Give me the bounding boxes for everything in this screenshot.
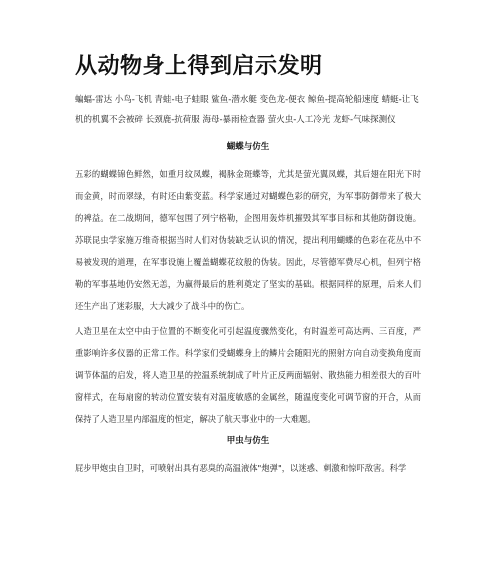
paragraph: 屁步甲炮虫自卫时，可喷射出具有恶臭的高温液体"炮弹"，以迷惑、刺激和惊吓敌害。科学 (75, 463, 407, 473)
article (75, 52, 421, 482)
paragraph: 人造卫星在太空中由于位置的不断变化可引起温度骤然变化，有时温差可高达两、三百度，严重影响许多仪器的正常工作。科学家们受蝴蝶身上的鳞片会随阳光的照射方向自动变换角度而调节体温的启发，将人造卫星的控温系统制成了叶片正反两面辐射、散热能力相差很大的百叶窗样式，在每扇窗的转动位置安装有对温度敏感的金属丝，随温度变化可调节窗的开合，从而保持了人造卫星内部温度的恒定，解决了航天事业中的一大难题。 (75, 326, 421, 424)
section-heading: 甲虫与仿生 (226, 436, 270, 446)
article-title: 从动物身上得到启示发明 (75, 54, 323, 79)
paragraph: 五彩的蝴蝶锦色鲜然，如重月纹凤蝶，褐脉金斑蝶等，尤其是萤光翼凤蝶，其后翅在阳光下时而金黄，时而翠绿，有时还由紫变蓝。科学家通过对蝴蝶色彩的研究，为军事防御带来了极大的裨益。在二战期间，德军包围了列宁格勒，企图用轰炸机摧毁其军事目标和其他防御设施。苏联昆虫学家施万维奇根据当时人们对伪装缺乏认识的情况，提出利用蝴蝶的色彩在花丛中不易被发现的道理，在军事设施上覆盖蝴蝶花纹般的伪装。因此，尽管德军费尽心机，但列宁格勒的军事基地仍安然无恙，为赢得最后的胜利奠定了坚实的基础。根据同样的原理，后来人们还生产出了迷彩服，大大减少了战斗中的伤亡。 (75, 169, 421, 311)
animal-invention-list: 蝙蝠-雷达 小鸟-飞机 青蛙-电子蛙眼 鲨鱼-潜水艇 变色龙-便衣 鲸鱼-提高轮船速度 蜻蜓-让飞机的机翼不会被碎 长颈鹿-抗荷服 海母-暴雨检查器 萤火虫-人工冷光 龙虾-气味探测仪 (75, 95, 419, 125)
section-butterfly (75, 139, 421, 430)
section-beetle (75, 433, 421, 479)
section-heading: 蝴蝶与仿生 (226, 142, 270, 152)
